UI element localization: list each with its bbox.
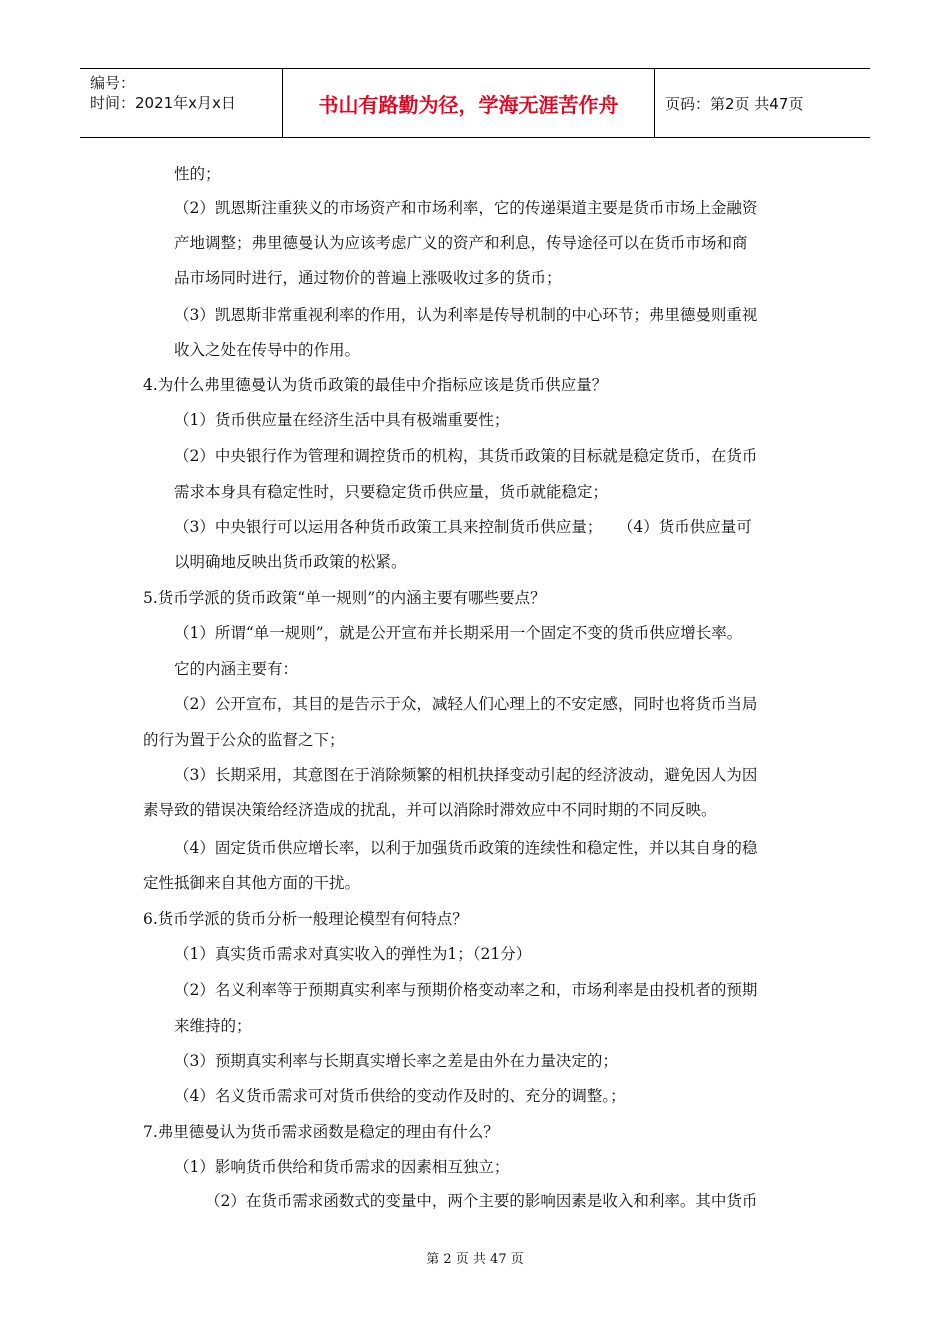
text-line: （2）名义利率等于预期真实利率与预期价格变动率之和，市场利率是由投机者的预期 [174, 981, 758, 999]
page-footer: 第 2 页 共 47 页 [426, 1252, 524, 1267]
text-line: （3）长期采用，其意图在于消除频繁的相机抉择变动引起的经济波动，避免因人为因 [174, 766, 758, 784]
text-line: （4）名义货币需求可对货币供给的变动作及时的、充分的调整。； [174, 1087, 626, 1105]
text-line: （3）凯恩斯非常重视利率的作用，认为利率是传导机制的中心环节；弗里德曼则重视 [174, 306, 758, 324]
text-line: 产地调整；弗里德曼认为应该考虑广义的资产和利息，传导途径可以在货币市场和商 [174, 234, 748, 252]
header-page-info: 页码：第2页 共47页 [665, 94, 804, 113]
text-line: 来维持的； [174, 1017, 252, 1035]
text-line: 性的； [174, 165, 221, 183]
page-header [80, 68, 870, 138]
text-line: （2）在货币需求函数式的变量中，两个主要的影响因素是收入和利率。其中货币 [205, 1192, 758, 1210]
text-line: （1）所谓“单一规则”，就是公开宣布并长期采用一个固定不变的货币供应增长率。 [174, 624, 743, 642]
text-line: 的行为置于公众的监督之下； [143, 731, 345, 749]
text-line: （1）货币供应量在经济生活中具有极端重要性； [174, 411, 510, 429]
text-line: （1）影响货币供给和货币需求的因素相互独立； [174, 1158, 510, 1176]
text-line: 素导致的错误决策给经济造成的扰乱，并可以消除时滞效应中不同时期的不同反映。 [143, 801, 717, 819]
header-motto: 书山有路勤为径，学海无涯苦作舟 [283, 69, 655, 137]
text-line: 它的内涵主要有： [174, 660, 299, 678]
text-line: 需求本身具有稳定性时，只要稳定货币供应量，货币就能稳定； [174, 483, 609, 501]
question-heading: 5.货币学派的货币政策“单一规则”的内涵主要有哪些要点？ [143, 589, 546, 607]
text-line: （4）固定货币供应增长率，以利于加强货币政策的连续性和稳定性，并以其自身的稳 [174, 839, 758, 857]
text-line: （2）凯恩斯注重狭义的市场资产和市场利率，它的传递渠道主要是货币市场上金融资 [174, 199, 758, 217]
text-line: （3）预期真实利率与长期真实增长率之差是由外在力量决定的； [174, 1052, 618, 1070]
text-line: 以明确地反映出货币政策的松紧。 [174, 553, 407, 571]
question-heading: 6.货币学派的货币分析一般理论模型有何特点？ [143, 910, 468, 928]
text-line: （2）公开宣布，其目的是告示于众，减轻人们心理上的不安定感，同时也将货币当局 [174, 695, 758, 713]
text-line: （2）中央银行作为管理和调控货币的机构，其货币政策的目标就是稳定货币，在货币 [174, 447, 758, 465]
text-line: 收入之处在传导中的作用。 [174, 341, 361, 359]
text-line: （1）真实货币需求对真实收入的弹性为1；（21分） [174, 945, 532, 963]
text-line: （3）中央银行可以运用各种货币政策工具来控制货币供应量； （4）货币供应量可 [174, 518, 752, 536]
question-heading: 4.为什么弗里德曼认为货币政策的最佳中介指标应该是货币供应量？ [143, 376, 608, 394]
text-line: 品市场同时进行，通过物价的普遍上涨吸收过多的货币； [174, 269, 562, 287]
header-meta [80, 69, 283, 137]
time-label: 时间：2021年x月x日 [90, 94, 236, 112]
text-line: 定性抵御来自其他方面的干扰。 [143, 874, 361, 892]
question-heading: 7.弗里德曼认为货币需求函数是稳定的理由有什么？ [143, 1123, 499, 1141]
number-label: 编号： [90, 74, 136, 92]
